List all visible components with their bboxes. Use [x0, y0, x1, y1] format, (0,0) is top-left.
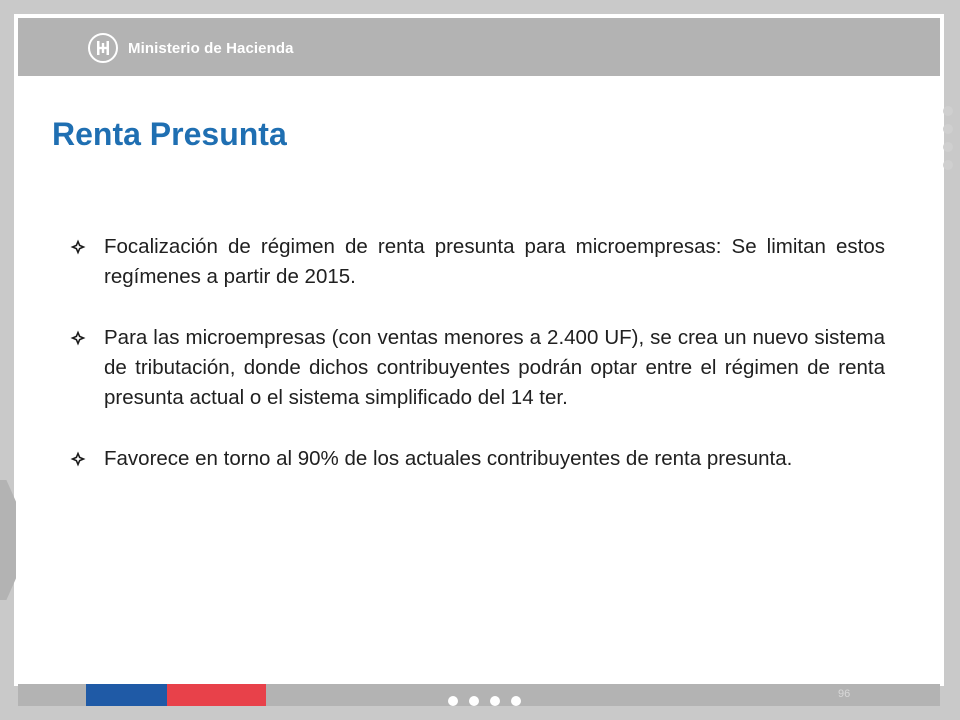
footer-decoration-dots: [448, 696, 532, 706]
ministry-seal-icon: [88, 33, 118, 63]
decor-dot: [943, 142, 953, 152]
flag-stripe-red: [167, 684, 266, 706]
ministry-logo: [88, 31, 294, 65]
decor-dot: [943, 124, 953, 134]
side-decoration-dots: [943, 106, 953, 178]
slide-title: Renta Presunta: [52, 116, 287, 152]
diamond-bullet-icon: [70, 239, 86, 255]
bullet-item: [70, 444, 885, 474]
decor-dot: [943, 160, 953, 170]
ministry-name: Ministerio de Hacienda: [128, 39, 294, 57]
decor-dot: [469, 696, 479, 706]
diamond-bullet-icon: [70, 330, 86, 346]
bullet-item: [70, 232, 885, 292]
left-edge-tab: [0, 480, 16, 600]
bullet-text: Favorece en torno al 90% de los actuales contribuyentes de renta presunta.: [104, 447, 793, 470]
bullet-item: [70, 323, 885, 413]
bullet-list: [70, 232, 885, 505]
decor-dot: [511, 696, 521, 706]
decor-dot: [490, 696, 500, 706]
bullet-text: Para las microempresas (con ventas menores a 2.400 UF), se crea un nuevo sistema de tributación, donde dichos contribuyentes podrán optar entre el régimen de renta presunta actual o el sistema simplificado del 14 ter.: [104, 326, 885, 409]
bullet-text: Focalización de régimen de renta presunta para microempresas: Se limitan estos regímenes a partir de 2015.: [104, 235, 885, 288]
decor-dot: [448, 696, 458, 706]
page-number: 96: [838, 688, 851, 700]
diamond-bullet-icon: [70, 451, 86, 467]
flag-stripe-blue: [86, 684, 167, 706]
decor-dot: [943, 106, 953, 116]
